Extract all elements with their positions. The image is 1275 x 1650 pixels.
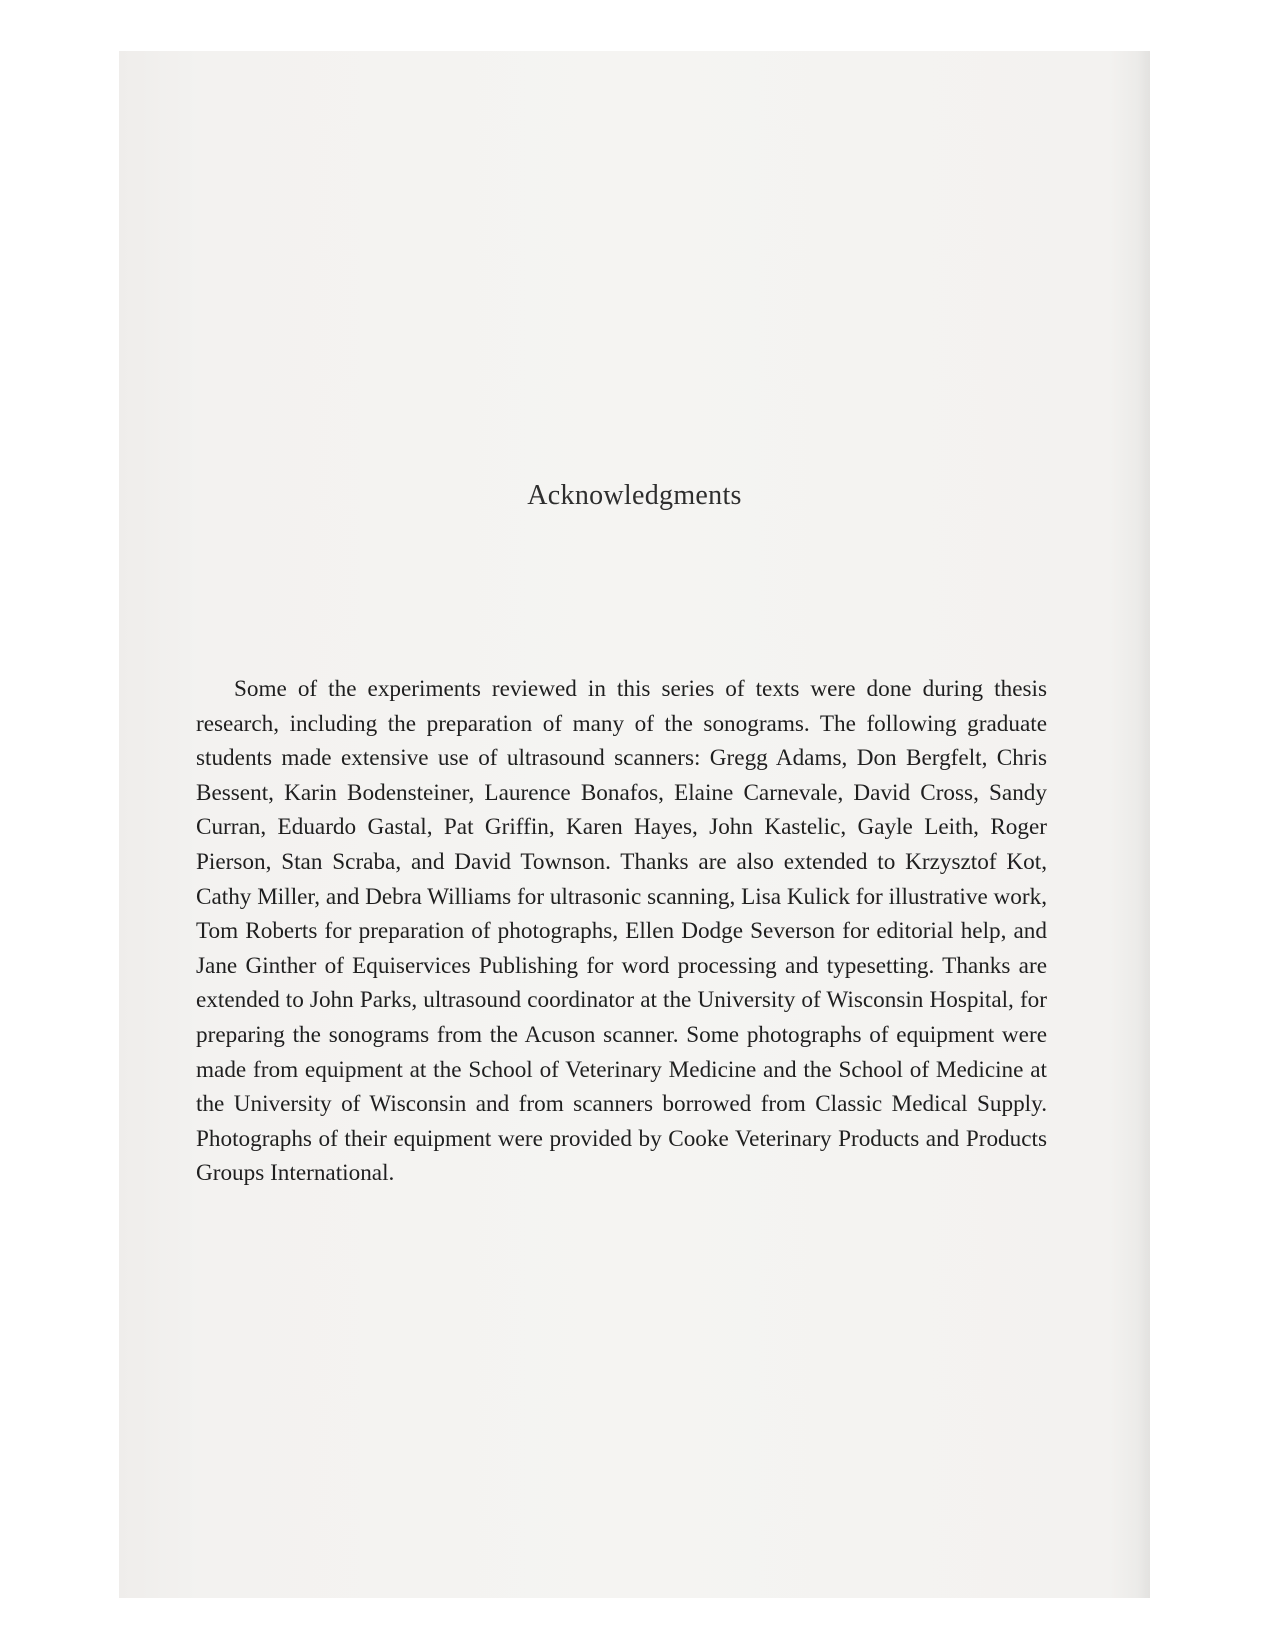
acknowledgments-paragraph: Some of the experiments reviewed in this series of texts were done during thesis research, including the preparation of many of the sonograms. The following graduate students made extensive use of ultrasound scanners: Gregg Adams, Don Bergfelt, Chris Bessent, Karin Bodensteiner, Laurence Bonafos, Elaine Carnevale, David Cross, Sandy Curran, Eduardo Gastal, Pat Griffin, Karen Hayes, John Kastelic, Gayle Leith, Roger Pierson, Stan Scraba, and David Townson. Thanks are also extended to Krzysztof Kot, Cathy Miller, and Debra Williams for ultrasonic scanning, Lisa Kulick for illustrative work, Tom Roberts for preparation of photographs, Ellen Dodge Severson for editorial help, and Jane Ginther of Equiservices Publishing for word processing and typesetting. Thanks are extended to John Parks, ultrasound coordinator at the University of Wisconsin Hospital, for preparing the sonograms from the Acuson scanner. Some photographs of equipment were made from equipment at the School of Veterinary Medicine and the School of Medicine at the University of Wisconsin and from scanners borrowed from Classic Medical Supply. Photographs of their equipment were provided by Cooke Veterinary Products and Products Groups International.: [196, 676, 1047, 1187]
page-edge-shadow: [1138, 51, 1150, 1598]
page-title: Acknowledgments: [527, 480, 742, 511]
book-page: [119, 51, 1150, 1598]
